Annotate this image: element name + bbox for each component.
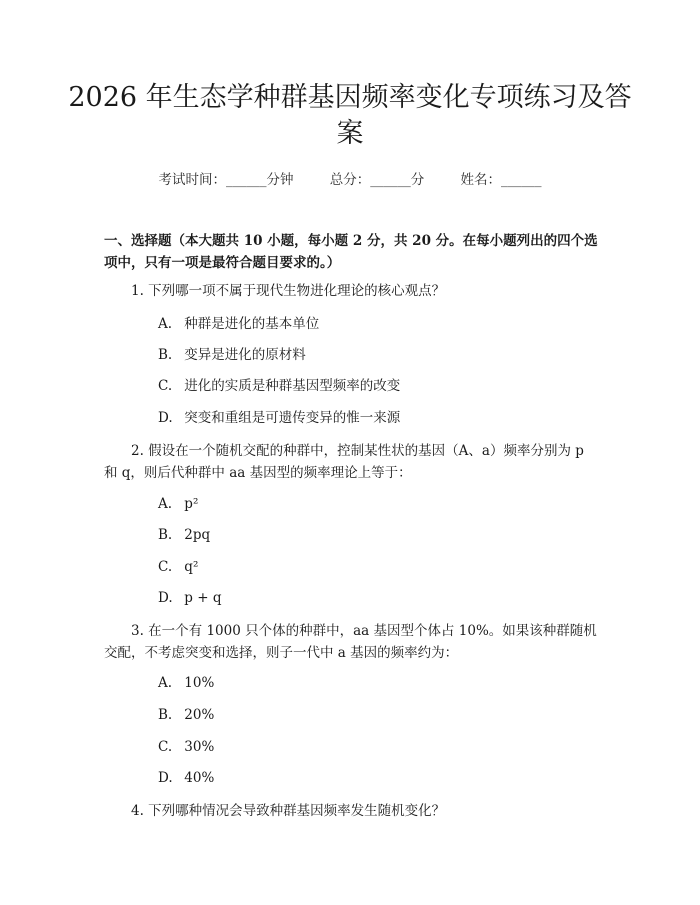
question-2-option-d [158,588,221,608]
question-1-option-a [158,314,319,334]
question-3-option-a [158,673,214,693]
question-2-option-c [158,557,198,577]
question-1-option-b [158,345,306,365]
option-text: p + q [184,590,222,606]
option-text: 进化的实质是种群基因型频率的改变 [184,378,401,394]
option-text: q² [184,559,199,575]
option-text: 种群是进化的基本单位 [184,316,320,332]
option-text: 20% [184,707,215,723]
option-letter: C. [158,378,173,394]
question-4-stem: 4. 下列哪种情况会导致种群基因频率发生随机变化？ [131,803,446,819]
section-heading: 一、选择题（本大题共 10 小题，每小题 2 分，共 20 分。在每小题列出的四个选项中，只有一项是最符合题目要求的。） [104,233,598,271]
option-text: 突变和重组是可遗传变异的惟一来源 [184,410,401,426]
exam-meta [0,168,700,188]
exam-time: 考试时间：______分钟 [158,172,294,188]
option-letter: B. [158,527,173,543]
option-letter: A. [158,675,173,691]
document-title: 2026 年生态学种群基因频率变化专项练习及答案 [68,82,632,149]
question-3-option-c [158,737,214,757]
question-2-stem: 2. 假设在一个随机交配的种群中，控制某性状的基因（A、a）频率分别为 p 和 q，则后代种群中 aa 基因型的频率理论上等于： [104,443,584,481]
option-letter: A. [158,316,173,332]
exam-total-score: 总分：______分 [329,172,425,188]
option-letter: D. [158,410,173,426]
option-text: 30% [184,739,215,755]
question-2-option-b [158,525,210,545]
option-text: 40% [184,770,215,786]
option-text: 10% [184,675,215,691]
option-letter: B. [158,707,173,723]
option-letter: C. [158,739,173,755]
option-text: p² [184,496,199,512]
question-3-stem: 3. 在一个有 1000 只个体的种群中，aa 基因型个体占 10%。如果该种群随机交配，不考虑突变和选择，则子一代中 a 基因的频率约为： [104,623,597,661]
option-letter: D. [158,590,173,606]
question-1-option-c [158,376,400,396]
question-1-option-d [158,408,400,428]
option-letter: C. [158,559,173,575]
question-3-option-d [158,768,214,788]
option-letter: A. [158,496,173,512]
exam-name: 姓名：______ [460,172,542,188]
option-text: 变异是进化的原材料 [184,347,306,363]
option-letter: D. [158,770,173,786]
question-3-option-b [158,705,214,725]
option-text: 2pq [184,527,211,543]
question-1-stem: 1. 下列哪一项不属于现代生物进化理论的核心观点？ [131,283,446,299]
question-2-option-a [158,494,198,514]
option-letter: B. [158,347,173,363]
